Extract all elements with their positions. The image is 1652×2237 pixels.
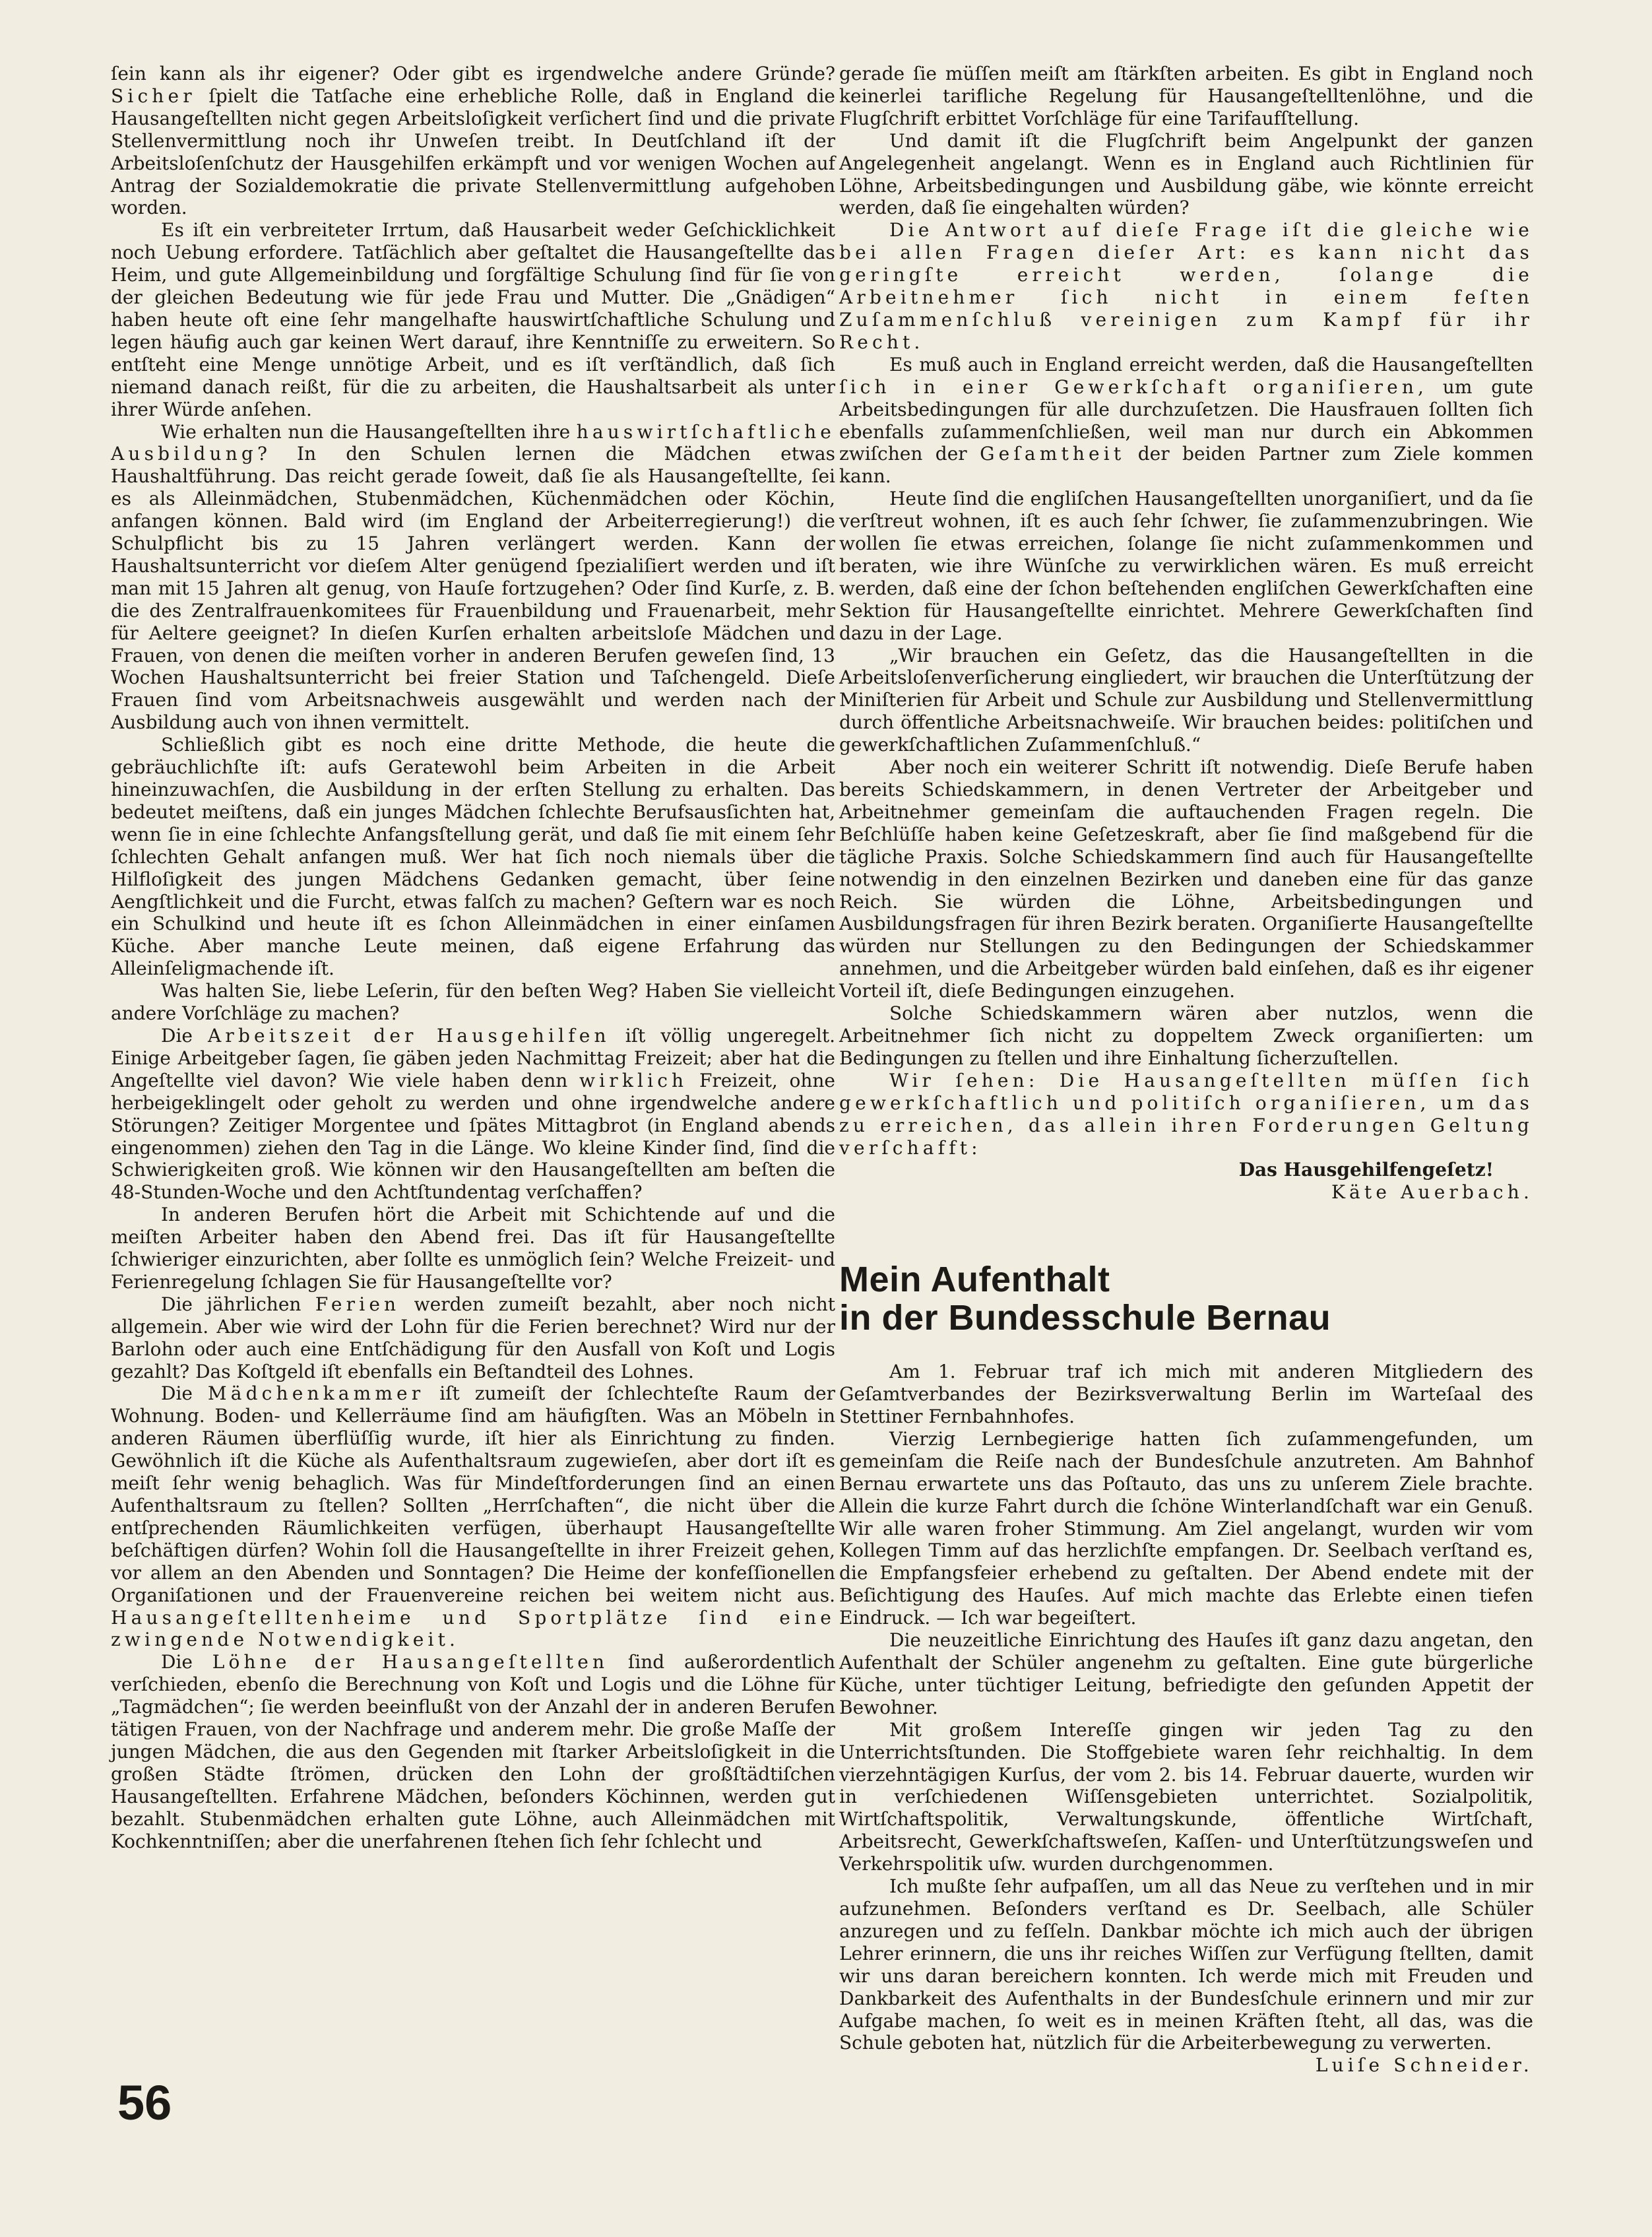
text-run: Solche Schiedskammern wären aber nutzlos, wenn die Arbeitnehmer ſich nicht zu doppeltem Zweck organiſierten: um Bedingungen zu ſtellen und ihre Einhaltung ſicherzuſtellen. [839,1002,1533,1069]
paragraph [839,354,1533,488]
emphasized-text: Hausangeſtelltenheime und Sportplätze ſind eine zwingende Notwendigkeit [111,1606,835,1651]
paragraph [111,219,835,420]
text-run: Wie erhalten nun die Hausangeſtellten ihre [161,420,577,443]
paragraph [839,1361,1533,1428]
text-run: Die [161,1024,208,1047]
emphasized-text: ſich in einer Gewerkſchaft organiſieren [839,375,1418,398]
text-run: Aber noch ein weiterer Schritt iſt notwendig. Dieſe Berufe haben bereits Schiedskammern, in denen Vertreter der Arbeitgeber und Arbeitnehmer gemeinſam die auftauchenden Fragen regeln. Die Beſchlüſſe haben keine Geſetzeskraft, aber ſie ſind maßgebend für die tägliche Praxis. Solche Schiedskammern ſind auch für Hausangeſtellte notwendig in den einzelnen Bezirken und daneben eine für das ganze Reich. Sie würden die Löhne, Arbeitsbedingungen und Ausbildungsfragen für ihren Bezirk beraten. Organiſierte Hausangeſtellte würden nur Stellungen zu den Bedingungen der Schiedskammer annehmen, und die Arbeitgeber würden bald einſehen, daß es ihr eigener Vorteil iſt, dieſe Bedingungen einzugehen. [839,756,1533,1002]
text-run: ſein kann als ihr eigener? Oder gibt es irgendwelche andere Gründe? [111,63,835,84]
page-number: 56 [117,2075,172,2130]
text-run: ſpielt die Tatſache eine erhebliche Rolle, daß in England die Hausangeſtellten nicht gegen Arbeitsloſigkeit verſichert ſind und die private Stellenvermittlung noch ihr Unweſen treibt. In Deutſchland iſt der Arbeitsloſenſchutz der Hausgehilfen erkämpft und vor wenigen Wochen auf Antrag der Sozialdemokratie die private Stellenvermittlung aufgehoben worden. [111,84,835,219]
article-headline [839,1260,1533,1337]
paragraph [839,1070,1533,1159]
emphasized-text: Löhne der Hausangeſtellten [212,1651,609,1673]
text-run: Am 1. Februar traf ich mich mit anderen Mitgliedern des Geſamtverbandes der Bezirksverwaltung Berlin im Warteſaal des Stettiner Fernbahnhofes. [839,1361,1533,1428]
text-run: Heute ſind die engliſchen Hausangeſtellten unorganiſiert, und da ſie verſtreut wohnen, iſt es auch ſehr ſchwer, ſie zuſammenzubringen. Wie wollen ſie etwas erreichen, ſolange ſie nicht zuſammenkommen und beraten, wie ihre Wünſche zu verwirklichen wären. Es muß erreicht werden, daß eine der ſchon beſtehenden engliſchen Gewerkſchaften eine Sektion für Hausangeſtellte einrichtet. Mehrere Gewerkſchaften ſind dazu in der Lage. [839,488,1533,644]
emphasized-text: wirklich [579,1069,688,1091]
emphasized-text: Mädchenkammer [207,1382,425,1405]
paragraph [839,1719,1533,1875]
text-run: werden zumeiſt bezahlt, aber noch nicht allgemein. Aber wie wird der Lohn für die Ferien berechnet? Wird nur der Barlohn oder auch eine Entſchädigung für den Ausfall von Koſt und Logis gezahlt? Das Koſtgeld iſt ebenfalls ein Beſtandteil des Lohnes. [111,1293,836,1382]
paragraph [839,219,1533,353]
paragraph [839,63,1533,130]
text-run: der beiden Partner zum Ziele kommen kann. [839,443,1533,488]
paragraph [111,1025,835,1204]
text-run: . [914,331,920,353]
text-run: „Wir brauchen ein Geſetz, das die Hausangeſtellten in die Arbeitsloſenverſicherung eingliedert, wir brauchen die Unterſtützung der Miniſterien für Arbeit und Schule zur Ausbildung und Stellenvermittlung durch öffentliche Arbeitsnachweiſe. Wir brauchen beides: politiſchen und gewerkſchaftlichen Zuſammenſchluß.“ [839,644,1533,756]
text-run: gerade ſie müſſen meiſt am ſtärkſten arbeiten. Es gibt in England noch keinerlei tarifliche Regelung für Hausangeſtelltenlöhne, und die Flugſchrift erbittet Vorſchläge für eine Tarifaufſtellung. [839,63,1533,129]
paragraph [839,645,1533,757]
text-run: , um gute Arbeitsbedingungen für alle durchzuſetzen. Die Hausfrauen ſollten ſich ebenfalls zuſammenſchließen, weil man nur durch ein Abkommen zwiſchen der [839,375,1533,465]
text-run: Es muß auch in England erreicht werden, daß die Hausangeſtellten [889,353,1533,375]
paragraph [839,1002,1533,1070]
text-run: Vierzig Lernbegierige hatten ſich zuſammengefunden, um gemeinſam die Reiſe nach der Bundesſchule anzutreten. Am Bahnhof Bernau erwartete uns das Poſtauto, das uns zu unſerem Ziele brachte. Allein die kurze Fahrt durch die ſchöne Winterlandſchaft war ein Genuß. Wir alle waren froher Stimmung. Am Ziel angelangt, wurden wir vom Kollegen Timm auf das herzlichſte empfangen. Dr. Seelbach verſtand es, die Empfangsfeier erhebend zu geſtalten. Der Abend endete mit der Beſichtigung des Hauſes. Auf mich machte das Erlebte einen tiefen Eindruck. — Ich war begeiſtert. [839,1427,1533,1629]
emphasized-text: hauswirtſchaftliche Ausbildung [111,420,835,465]
paragraph [111,421,835,734]
emphasized-text: Ferien [315,1293,400,1315]
text-run: Es iſt ein verbreiteter Irrtum, daß Hausarbeit weder Geſchicklichkeit noch Uebung erfordere. Tatſächlich aber geſtaltet die Hausangeſtellte das Heim, und gute Allgemeinbildung und ſorgfältige Schulung ſind für ſie von der gleichen Bedeutung wie für jede Frau und Mutter. Die „Gnädigen“ haben heute oft eine ſehr mangelhafte hauswirtſchaftliche Schulung und legen häufig auch gar keinen Wert darauf, ihre Kenntniſſe zu erweitern. So entſteht eine Menge unnötige Arbeit, und es iſt verſtändlich, daß ſich niemand danach reißt, für die zu arbeiten, die Haushaltsarbeit als unter ihrer Würde anſehen. [111,219,835,420]
paragraph [111,1651,835,1852]
article-column-left [111,63,835,1853]
paragraph [111,980,835,1025]
headline-line-2: in der Bundesschule Bernau [839,1298,1331,1338]
paragraph [111,1293,835,1383]
paragraph [839,1428,1533,1629]
text-run: Freizeit, ohne herbeigeklingelt oder geholt zu werden und ohne irgendwelche andere Störungen? Zeitiger Morgentee und ſpätes Mittagbrot (in England abends eingenommen) ziehen den Tag in die Länge. Wo kleine Kinder ſind, ſind die Schwierigkeiten groß. Wie können wir den Hausangeſtellten am beſten die 48-Stunden-Woche und den Achtſtundentag verſchaffen? [111,1069,835,1204]
paragraph [839,756,1533,1002]
paragraph [111,63,835,219]
paragraph [839,488,1533,644]
paragraph [111,734,835,980]
paragraph [111,1382,835,1651]
text-run: ſind außerordentlich verſchieden, ebenſo die Berechnung von Koſt und Logis und die Löhne für „Tagmädchen“; ſie werden beeinflußt von der Anzahl der in anderen Berufen tätigen Frauen, von der Nachfrage und anderem mehr. Die große Maſſe der jungen Mädchen, die aus den Gegenden mit ſtarker Arbeitsloſigkeit in die großen Städte ſtrömen, drücken den Lohn der großſtädtiſchen Hausangeſtellten. Erfahrene Mädchen, beſonders Köchinnen, werden gut bezahlt. Stubenmädchen erhalten gute Löhne, auch Alleinmädchen mit Kochkenntniſſen; aber die unerfahrenen ſtehen ſich ſehr ſchlecht und [111,1651,836,1852]
emphasized-text: Die Antwort auf dieſe Frage iſt die gleiche wie bei allen Fragen dieſer Art: es kann nicht das geringſte erreicht werden, ſolange die Arbeitnehmer ſich nicht in einem feſten Zuſammenſchluß vereinigen zum Kampf für ihr Recht [839,219,1533,353]
article-continuation [839,63,1533,1159]
emphasized-text: Wir ſehen: Die Hausangeſtellten müſſen ſich gewerkſchaftlich und politiſch organiſieren, um das zu erreichen, das allein ihren Forderungen Geltung verſchafft: [839,1069,1533,1159]
text-run: . [449,1629,455,1651]
text-run: Die neuzeitliche Einrichtung des Hauſes iſt ganz dazu angetan, den Aufenthalt der Schüler angenehm zu geſtalten. Eine gute bürgerliche Küche, unter tüchtiger Leitung, befriedigte den geſunden Appetit der Bewohner. [839,1629,1533,1718]
article-body [839,1361,1533,2054]
text-run: Die jährlichen [161,1293,315,1315]
headline-line-1: Mein Aufenthalt [839,1260,1110,1300]
text-run: iſt zumeiſt der ſchlechteſte Raum der Wohnung. Boden- und Kellerräume ſind am häufigſten. Was an Möbeln in anderen Räumen überflüſſig wurde, iſt hier als Einrichtung zu finden. Gewöhnlich iſt die Küche als Aufenthaltsraum zugewieſen, aber dort iſt es meiſt ſehr wenig behaglich. Was für Mindeſtforderungen ſind an einen Aufenthaltsraum zu ſtellen? Sollten „Herrſchaften“, die nicht über die entſprechenden Räumlichkeiten verfügen, überhaupt Hausangeſtellte beſchäftigen dürfen? Wohin ſoll die Hausangeſtellte in ihrer Freizeit gehen, vor allem an den Abenden und Sonntagen? Die Heime der konfeſſionellen Organiſationen und der Frauenvereine reichen bei weitem nicht aus. [111,1382,835,1606]
article-column-right [839,63,1533,2077]
text-run: Was halten Sie, liebe Leſerin, für den beſten Weg? Haben Sie vielleicht andere Vorſchläge zu machen? [111,980,835,1025]
text-run: iſt völlig ungeregelt. Einige Arbeitgeber ſagen, ſie gäben jeden Nachmittag Freizeit; aber hat die Angeſtellte viel davon? Wie viele haben denn [111,1024,835,1091]
paragraph [111,1204,835,1293]
text-run: ? In den Schulen lernen die Mädchen etwas Haushaltführung. Das reicht gerade ſoweit, daß ſie als Hausangeſtellte, ſei es als Alleinmädchen, Stubenmädchen, Küchenmädchen oder Köchin, anfangen können. Bald wird (im England der Arbeiterregierung!) die Schulpflicht bis zu 15 Jahren verlängert werden. Kann der Haushaltsunterricht vor dieſem Alter genügend ſpezialiſiert werden und iſt man mit 15 Jahren alt genug, von Hauſe fortzugehen? Oder ſind Kurſe, z. B. die des Zentralfrauenkomitees für Frauenbildung und Frauenarbeit, mehr für Aeltere geeignet? In dieſen Kurſen erhalten arbeitsloſe Mädchen und Frauen, von denen die meiſten vorher in anderen Berufen geweſen ſind, 13 Wochen Haushaltsunterricht bei freier Station und Taſchengeld. Dieſe Frauen ſind vom Arbeitsnachweis ausgewählt und werden nach der Ausbildung auch von ihnen vermittelt. [111,443,835,734]
emphasized-text: Arbeitszeit der Hausgehilfen [208,1024,610,1047]
paragraph [839,1875,1533,2054]
author-signature-1 [839,1181,1533,1204]
text-run: Schließlich gibt es noch eine dritte Methode, die heute die gebräuchlichſte iſt: aufs Geratewohl beim Arbeiten in die Arbeit hineinzuwachſen, die Ausbildung in der erſten Stellung zu erhalten. Das bedeutet meiſtens, daß ein junges Mädchen ſchlechte Berufsausſichten hat, wenn ſie in eine ſchlechte Anfangsſtellung gerät, und daß ſie mit einem ſehr ſchlechten Gehalt anfangen muß. Wer hat ſich noch niemals über die Hilfloſigkeit des jungen Mädchens Gedanken gemacht, über ſeine Aengſtlichkeit und die Furcht, etwas falſch zu machen? Geſtern war es noch ein Schulkind und heute iſt es ſchon Alleinmädchen in einer einſamen Küche. Aber manche Leute meinen, daß eigene Erfahrung das Alleinſeligmachende iſt. [111,734,835,980]
text-run: Ich mußte ſehr aufpaſſen, um all das Neue zu verſtehen und in mir aufzunehmen. Beſonders verſtand es Dr. Seelbach, alle Schüler anzuregen und zu feſſeln. Dankbar möchte ich mich auch der übrigen Lehrer erinnern, die uns ihr reiches Wiſſen zur Verfügung ſtellten, damit wir uns daran bereichern konnten. Ich werde mich mit Freuden und Dankbarkeit des Aufenthalts in der Bundesſchule erinnern und mir zur Aufgabe machen, ſo weit es in meinen Kräften ſteht, all das, was die Schule geboten hat, nützlich für die Arbeiterbewegung zu verwerten. [839,1875,1533,2054]
author-name: Käte Auerbach. [1331,1181,1533,1204]
emphasized-text: Sicher [111,84,196,107]
author-signature-2 [839,2054,1533,2077]
text-run: In anderen Berufen hört die Arbeit mit Schichtende auf und die meiſten Arbeiter haben den Abend frei. Das iſt für Hausangeſtellte ſchwieriger einzurichten, aber ſollte es unmöglich ſein? Welche Freizeit- und Ferienregelung ſchlagen Sie für Hausangeſtellte vor? [111,1204,835,1293]
emphasized-text: Geſamtheit [980,443,1126,465]
slogan: Das Hausgehilfengeſetz! [1238,1159,1494,1181]
text-run: Die [161,1651,212,1673]
author-name: Luiſe Schneider. [1315,2054,1533,2077]
paragraph [839,130,1533,220]
text-run: Und damit iſt die Flugſchrift beim Angelpunkt der ganzen Angelegenheit angelangt. Wenn es in England auch Richtlinien für Löhne, Arbeitsbedingungen und Ausbildung gäbe, wie könnte erreicht werden, daß ſie eingehalten würden? [839,129,1533,219]
paragraph [839,1629,1533,1719]
text-run: Mit großem Intereſſe gingen wir jeden Tag zu den Unterrichtsſtunden. Die Stoffgebiete waren ſehr reichhaltig. In dem vierzehntägigen Kurſus, der vom 2. bis 14. Februar dauerte, wurden wir in verſchiedenen Wiſſensgebieten unterrichtet. Sozialpolitik, Wirtſchaftspolitik, Verwaltungskunde, öffentliche Wirtſchaft, Arbeitsrecht, Gewerkſchaftsweſen, Kaſſen- und Unterſtützungsweſen und Verkehrspolitik uſw. wurden durchgenommen. [839,1718,1533,1875]
text-run: Die [161,1382,208,1405]
